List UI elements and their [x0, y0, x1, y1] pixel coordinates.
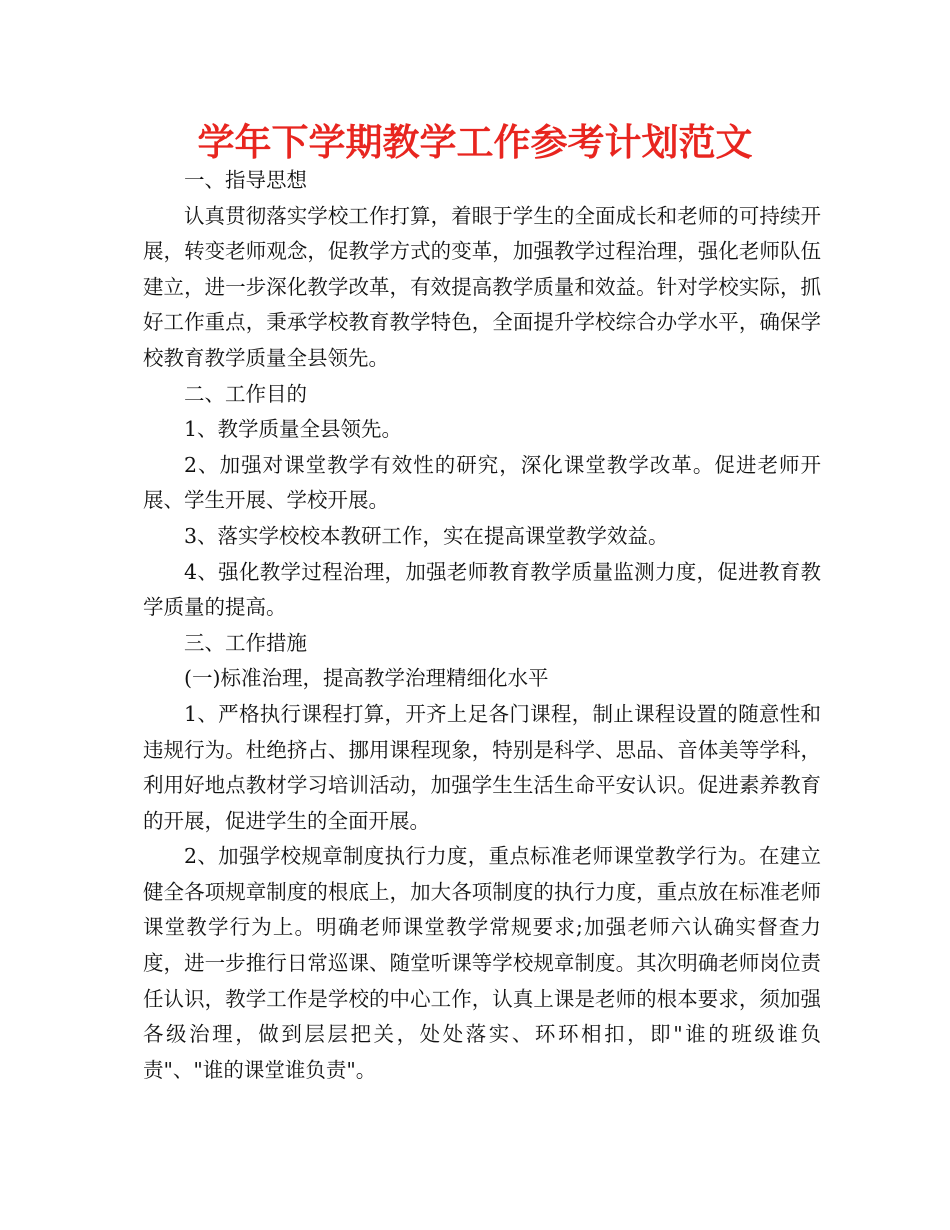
heading-guiding-ideology: 一、指导思想 [184, 168, 307, 192]
document-body [143, 163, 821, 1088]
list-item: 3、落实学校校本教研工作，实在提高课堂教学效益。 [184, 523, 669, 548]
paragraph: 认真贯彻落实学校工作打算，着眼于学生的全面成长和老师的可持续开展，转变老师观念，促教学方式的变革，加强教学过程治理，强化老师队伍建立，进一步深化教学改革，有效提高教学质量和效益。针对学校实际，抓好工作重点，秉承学校教育教学特色，全面提升学校综合办学水平，确保学校教育教学质量全县领先。 [143, 203, 821, 370]
list-item: 2、加强学校规章制度执行力度，重点标准老师课堂教学行为。在建立健全各项规章制度的根底上，加大各项制度的执行力度，重点放在标准老师课堂教学行为上。明确老师课堂教学常规要求;加强老师六认确实督查力度，进一步推行日常巡课、随堂听课等学校规章制度。其次明确老师岗位责任认识，教学工作是学校的中心工作，认真上课是老师的根本要求，须加强各级治理，做到层层把关，处处落实、环环相扣，即"谁的班级谁负责"、"谁的课堂谁负责"。 [143, 844, 821, 1082]
list-item: 2、加强对课堂教学有效性的研究，深化课堂教学改革。促进老师开展、学生开展、学校开展。 [143, 452, 821, 513]
list-item: 1、教学质量全县领先。 [184, 417, 403, 442]
heading-work-measures: 三、工作措施 [184, 630, 307, 655]
list-item: 1、严格执行课程打算，开齐上足各门课程，制止课程设置的随意性和违规行为。杜绝挤占、挪用课程现象，特别是科学、思品、音体美等学科，利用好地点教材学习培训活动，加强学生生活生命平安认识。促进素养教育的开展，促进学生的全面开展。 [143, 701, 821, 833]
list-item: 4、强化教学过程治理，加强老师教育教学质量监测力度，促进教育教学质量的提高。 [143, 559, 821, 620]
document-title: 学年下学期教学工作参考计划范文 [197, 121, 753, 164]
heading-work-goals: 二、工作目的 [184, 381, 307, 406]
subheading: (一)标准治理，提高教学治理精细化水平 [184, 666, 549, 691]
